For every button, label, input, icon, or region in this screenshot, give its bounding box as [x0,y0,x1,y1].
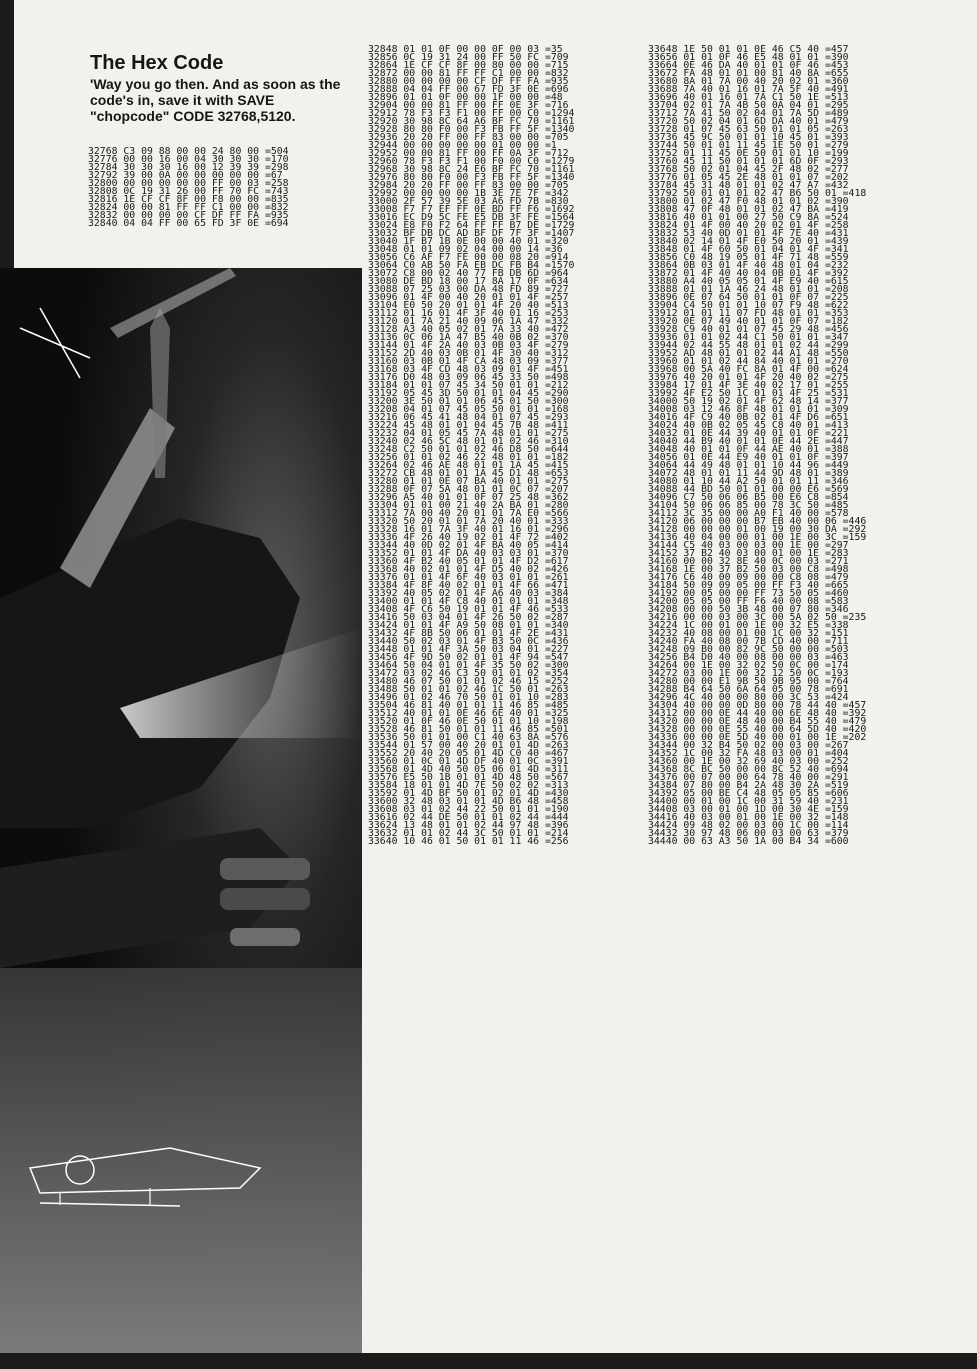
hex-code-line: 34320 00 00 0E 48 40 00 B4 55 40 =479 [648,716,867,727]
hex-code-line: 33656 01 01 0F 46 E5 48 01 01 =390 [648,52,849,63]
hex-code-line: 34376 00 07 00 00 64 78 40 00 =291 [648,772,849,783]
hex-code-line: 33160 03 0B 01 4F CA 48 03 09 =377 [368,356,569,367]
hex-code-line: 34360 00 1E 00 32 69 40 03 00 =252 [648,756,849,767]
hex-code-line: 34136 40 04 00 00 01 00 1E 00 3C =159 [648,532,867,543]
hex-code-line: 33472 03 02 46 C3 50 01 01 02 =354 [368,668,569,679]
hex-code-line: 33832 53 40 0D 01 01 4F 7E 40 =431 [648,228,849,239]
hex-code-line: 33872 01 4F 40 40 04 0B 01 4F =392 [648,268,849,279]
hex-code-line: 33416 50 03 04 01 4F 26 50 02 =287 [368,612,569,623]
hex-code-line: 34184 50 09 09 05 00 FF F3 40 =665 [648,580,849,591]
hex-code-line: 33456 4F 9D 50 02 01 01 4F 94 =547 [368,652,569,663]
hex-listing-column-1 [88,148,289,228]
hex-code-line: 33800 01 02 47 F0 48 01 01 02 =390 [648,196,849,207]
hex-code-line: 34384 07 80 00 B4 2A 48 30 2A =519 [648,780,849,791]
hex-code-line: 33360 4F B2 40 05 01 01 4F D2 =617 [368,556,569,567]
hex-code-line: 32792 39 00 0A 00 00 00 00 00 =67 [88,170,283,181]
hex-code-line: 33680 8A 01 7A 00 40 20 02 01 =360 [648,76,849,87]
hex-code-line: 32768 C3 09 88 00 00 24 80 00 =504 [88,146,289,157]
hex-code-line: 34128 00 00 00 01 00 19 00 30 DA =292 [648,524,867,535]
hex-code-line: 33664 0E 46 DA 40 01 01 0F 46 =453 [648,60,849,71]
hex-code-line: 33928 C9 40 01 01 07 45 29 48 =456 [648,324,849,335]
hex-code-line: 32904 00 00 81 FF 00 FF 0E 3F =716 [368,100,569,111]
hex-code-line: 34072 48 01 01 11 44 9D 48 01 =389 [648,468,849,479]
hex-code-line: 33536 50 01 01 00 C1 40 63 8A =576 [368,732,569,743]
hex-code-line: 33712 7A 41 50 02 04 01 7A 5D =489 [648,108,849,119]
hex-code-line: 34048 40 01 01 0F 44 AE 40 01 =388 [648,444,849,455]
hex-code-line: 33520 01 0F 46 0E 50 01 01 10 =198 [368,716,569,727]
hex-code-line: 34040 44 B9 40 01 01 0E 44 2E =447 [648,436,849,447]
hex-code-line: 33112 01 16 01 4F 3F 40 01 16 =253 [368,308,569,319]
hex-code-line: 33088 07 25 03 00 DA 48 FD 89 =727 [368,284,569,295]
hex-code-line: 32848 01 01 0F 00 00 0F 00 03 =35 [368,44,563,55]
hex-code-line: 33136 0C 06 1A 47 B5 40 0B 02 =370 [368,332,569,343]
hex-code-line: 34224 1C 00 01 00 1E 00 32 E5 =338 [648,620,849,631]
hex-code-line: 33040 1F B7 1B 0E 00 00 40 01 =320 [368,236,569,247]
hex-code-line: 34440 00 63 A3 50 1A 00 B4 34 =600 [648,836,849,847]
hex-code-line: 33608 03 01 02 44 22 50 01 01 =190 [368,804,569,815]
hex-code-line: 34120 06 00 00 00 B7 EB 40 00 06 =446 [648,516,867,527]
hex-code-line: 33048 01 01 09 02 04 00 00 14 =36 [368,244,563,255]
hex-code-line: 32832 00 00 00 00 CF DF FF FA =935 [88,210,289,221]
hex-code-line: 33624 13 48 01 01 02 44 97 48 =396 [368,820,569,831]
hex-code-line: 34400 00 01 00 1C 00 31 59 40 =231 [648,796,849,807]
hex-code-line: 33952 AD 48 01 01 02 44 A1 48 =550 [648,348,849,359]
hex-code-line: 34192 00 05 00 00 FF 73 50 05 =460 [648,588,849,599]
hex-code-line: 33752 01 11 45 0E 50 01 01 10 =199 [648,148,849,159]
hex-code-line: 32856 0C 19 31 24 00 FF 50 FC =709 [368,52,569,63]
hex-code-line: 33480 46 07 50 01 01 02 46 15 =252 [368,676,569,687]
hex-code-line: 33768 50 02 01 04 45 2F 48 02 =277 [648,164,849,175]
hex-code-line: 33144 01 4F 2A 40 03 0B 03 4F =279 [368,340,569,351]
hex-code-line: 34016 4F C9 40 0B 02 01 4F D6 =651 [648,412,849,423]
hex-code-line: 33640 10 46 01 50 01 01 11 46 =256 [368,836,569,847]
hex-code-line: 33808 47 0F 48 01 01 02 47 BA =419 [648,204,849,215]
hex-code-line: 33784 45 31 48 01 01 02 47 A7 =432 [648,180,849,191]
hex-code-line: 33120 01 7A 21 40 09 06 1A 47 =332 [368,316,569,327]
hex-code-line: 33880 A4 40 05 05 01 4F E9 40 =615 [648,276,849,287]
hex-code-line: 34240 FA 40 08 00 7B CD 40 00 =711 [648,636,849,647]
hex-code-line: 33240 02 46 5C 48 01 01 02 46 =310 [368,436,569,447]
hex-code-line: 33216 06 45 41 48 04 01 07 45 =293 [368,412,569,423]
hex-code-line: 34296 4C 40 00 00 80 00 3C 53 =424 [648,692,849,703]
hex-code-line: 32784 30 30 30 16 00 12 39 39 =298 [88,162,289,173]
hex-code-line: 33904 C4 50 01 01 10 07 F9 48 =622 [648,300,849,311]
hex-code-line: 34232 40 08 00 01 00 1C 00 32 =151 [648,628,849,639]
hex-code-line: 33816 40 01 01 00 27 50 C9 8A =524 [648,212,849,223]
article-heading [90,52,350,124]
hex-code-line: 33272 CB 48 01 01 1A 45 D1 48 =653 [368,468,569,479]
hex-code-line: 34032 01 0E 44 39 40 01 01 0F =221 [648,428,849,439]
hex-listing-column-2 [368,46,574,846]
hex-code-line: 32976 80 80 F0 00 F3 FB FF 5F =1340 [368,172,575,183]
hex-code-line: 34352 1C 00 32 FA 48 03 00 01 =404 [648,748,849,759]
hex-code-line: 33264 02 46 AE 48 01 01 1A 45 =415 [368,460,569,471]
hex-code-line: 33848 01 4F 60 50 01 04 01 4F =341 [648,244,849,255]
hex-code-line: 34416 40 03 00 01 00 1E 00 32 =148 [648,812,849,823]
hex-code-line: 34256 B4 D0 40 00 08 00 00 03 =463 [648,652,849,663]
hex-code-line: 32808 0C 19 31 26 00 FF 70 FC =743 [88,186,289,197]
hex-code-line: 34288 B4 64 50 6A 64 05 00 78 =691 [648,684,849,695]
hex-code-line: 33912 01 01 11 07 FD 48 01 01 =353 [648,308,849,319]
hex-code-line: 32968 30 98 8C 24 E6 BF FC 70 =1161 [368,164,575,175]
hex-code-line: 33384 4F 8F 40 02 01 01 4F 66 =471 [368,580,569,591]
hex-code-line: 34368 8C BC 50 00 00 8C 52 40 =694 [648,764,849,775]
hex-code-line: 34056 01 0E 44 E9 40 01 01 0F =397 [648,452,849,463]
hex-code-line: 32872 00 00 81 FF FF C1 00 00 =832 [368,68,569,79]
hex-code-line: 33672 FA 48 01 01 00 81 40 8A =655 [648,68,849,79]
hex-code-line: 33296 A5 40 01 01 0F 07 25 48 =362 [368,492,569,503]
hex-code-line: 33104 E0 50 20 01 01 4F 20 40 =513 [368,300,569,311]
hex-code-line: 33728 01 07 45 63 50 01 01 05 =263 [648,124,849,135]
hex-code-line: 34160 00 00 32 8E 40 0C 00 03 =271 [648,556,849,567]
hex-code-line: 33568 01 4D 40 50 05 06 01 4D =311 [368,764,569,775]
hex-code-line: 33944 02 44 55 48 01 01 02 44 =299 [648,340,849,351]
hex-code-line: 34272 03 00 1E 00 32 12 50 0C =193 [648,668,849,679]
hex-code-line: 33856 C0 48 19 05 01 4F 71 48 =559 [648,252,849,263]
hex-code-line: 34000 50 19 02 01 4F 62 48 14 =377 [648,396,849,407]
hex-code-line: 33544 01 57 00 40 20 01 01 4D =263 [368,740,569,751]
hex-code-line: 33704 02 01 7A 4B 50 0A 04 01 =295 [648,100,849,111]
hex-code-line: 33224 45 48 01 01 04 45 7B 48 =411 [368,420,569,431]
hex-code-line: 34328 00 00 0E 55 40 00 64 5D 40 =420 [648,724,867,735]
hex-code-line: 34176 C6 40 00 09 00 00 C8 08 =479 [648,572,849,583]
article-intro: 'Way you go then. And as soon as the code's in, save it with SAVE "chopcode" CODE 32768,5120. [90,76,341,124]
hex-code-line: 33648 1E 50 01 01 0E 46 C5 40 =457 [648,44,849,55]
hex-code-line: 33408 4F C6 50 19 01 01 4F 46 =533 [368,604,569,615]
hex-code-line: 32824 00 00 81 FF FF C1 00 00 =832 [88,202,289,213]
hex-code-line: 33576 E5 50 1B 01 01 4D 48 50 =567 [368,772,569,783]
hex-code-line: 34008 03 12 46 8F 48 01 01 01 =309 [648,404,849,415]
hex-code-line: 33392 40 05 02 01 4F A6 40 03 =384 [368,588,569,599]
article-title: The Hex Code [90,52,224,74]
hex-code-line: 33824 01 4F 00 40 20 02 01 4F =258 [648,220,849,231]
hex-code-line: 32936 20 20 FF 00 FF 83 00 00 =705 [368,132,569,143]
hex-code-line: 34408 03 00 01 00 1D 00 30 4E =159 [648,804,849,815]
hex-code-line: 33056 C6 AF F7 FE 00 00 08 20 =914 [368,252,569,263]
hex-code-line: 33344 40 0D 02 01 4F BA 40 05 =414 [368,540,569,551]
hex-code-line: 33336 4F 26 40 19 02 01 4F 72 =402 [368,532,569,543]
hex-code-line: 34096 C7 50 06 06 B5 00 E6 C8 =854 [648,492,849,503]
hex-code-line: 33320 50 20 01 01 7A 20 40 01 =333 [368,516,569,527]
hex-code-line: 33232 04 01 05 45 7A 48 01 01 =275 [368,428,569,439]
hex-code-line: 33248 C2 50 01 01 02 46 D8 50 =644 [368,444,569,455]
hex-code-line: 34264 00 1E 00 32 02 50 0C 00 =174 [648,660,849,671]
hex-code-line: 33008 F7 F7 EF FF 0E BD FF F6 =1692 [368,204,575,215]
hex-code-line: 34152 37 B2 40 03 00 01 00 1E =283 [648,548,849,559]
hex-code-line: 33032 BF DB DC AD BF DF 7F 3F =1407 [368,228,575,239]
hex-code-line: 33288 0F 07 5A 48 01 01 0C 07 =207 [368,484,569,495]
hex-code-line: 33152 2D 40 03 0B 01 4F 30 40 =312 [368,348,569,359]
hex-code-line: 33736 45 9C 50 01 01 10 45 01 =393 [648,132,849,143]
hex-code-line: 33376 01 01 4F 6F 40 03 01 01 =261 [368,572,569,583]
hex-code-line: 33328 16 01 7A 3F 40 01 16 01 =296 [368,524,569,535]
hex-code-line: 32816 1E CF CF 8F 00 F8 00 00 =835 [88,194,289,205]
hex-code-line: 33256 01 01 02 46 22 48 01 01 =182 [368,452,569,463]
hex-code-line: 34112 3C 35 00 00 A0 F1 40 00 =578 [648,508,849,519]
hex-code-line: 34080 01 10 44 A2 50 01 01 11 =346 [648,476,849,487]
hex-code-line: 32864 1E CF CF 8F 00 80 00 00 =715 [368,60,569,71]
hex-code-line: 33464 50 04 01 01 4F 35 50 02 =300 [368,660,569,671]
hex-code-line: 33080 DE BD 18 00 17 8A 17 0F =634 [368,276,569,287]
hex-code-line: 33592 01 4D BF 50 01 02 01 4D =430 [368,788,569,799]
hex-code-line: 33896 0E 07 64 50 01 01 0F 07 =225 [648,292,849,303]
helicopter-photo [0,268,362,1369]
hex-code-line: 34200 05 05 00 FF F6 40 00 08 =583 [648,596,849,607]
hex-code-line: 33280 01 01 0E 07 BA 40 01 01 =275 [368,476,569,487]
hex-code-line: 33864 0B 03 01 4F 40 48 01 04 =232 [648,260,849,271]
hex-code-line: 34424 09 48 02 00 03 00 1C 00 =114 [648,820,849,831]
hex-code-line: 32776 00 00 16 00 04 30 30 30 =170 [88,154,289,165]
hex-code-line: 33984 17 01 4F 3E 40 02 17 01 =255 [648,380,849,391]
hex-code-line: 34248 09 B0 00 82 9C 50 00 00 =503 [648,644,849,655]
hex-code-line: 33920 0E 07 49 40 01 01 0F 07 =182 [648,316,849,327]
hex-code-line: 34144 C5 40 03 00 03 00 1E 00 =297 [648,540,849,551]
hex-code-line: 33016 EC D9 5C FE E5 DB 3F FE =1564 [368,212,575,223]
hex-code-line: 34216 00 00 03 00 3C 00 5A 02 50 =235 [648,612,867,623]
hex-code-line: 33792 50 01 01 01 02 47 B6 50 01 =418 [648,188,867,199]
hex-code-line: 32952 00 00 81 FF 00 FF 0A 3F =712 [368,148,569,159]
page-bottom-edge [0,1353,977,1369]
hex-code-line: 34088 44 BD 50 01 01 00 00 E6 =569 [648,484,849,495]
hex-code-line: 33304 01 01 00 21 40 2A BA 01 =280 [368,500,569,511]
hex-code-line: 32920 30 98 8C 64 A6 BF FC 70 =1161 [368,116,575,127]
hex-code-line: 33560 01 0C 01 4D DF 40 01 0C =391 [368,756,569,767]
hex-code-line: 32888 04 04 FF 00 67 FD 3F 0E =696 [368,84,569,95]
hex-code-line: 33400 01 01 4F C8 40 01 01 01 =348 [368,596,569,607]
hex-code-line: 33096 01 4F 00 40 20 01 01 4F =257 [368,292,569,303]
hex-code-line: 33440 50 02 03 01 4F B3 50 0C =436 [368,636,569,647]
hex-code-line: 33168 03 4F CD 48 03 09 01 4F =451 [368,364,569,375]
hex-code-line: 33312 7A 00 40 20 01 01 7A E0 =566 [368,508,569,519]
hex-code-line: 33072 C8 00 02 40 77 FB DB 6D =964 [368,268,569,279]
hex-code-line: 33448 01 01 4F 3A 50 03 04 01 =227 [368,644,569,655]
hex-code-line: 34064 44 49 48 01 01 10 44 96 =449 [648,460,849,471]
hex-code-line: 33992 4F E2 50 1C 01 01 4F 25 =531 [648,388,849,399]
hex-code-line: 34304 40 00 00 0D 80 00 78 44 40 =457 [648,700,867,711]
hex-code-line: 33696 40 01 16 01 7A C1 50 1E =513 [648,92,849,103]
hex-code-line: 33936 01 01 02 44 C1 50 01 01 =347 [648,332,849,343]
hex-code-line: 33616 02 44 DE 50 01 01 02 44 =444 [368,812,569,823]
hex-code-line: 34280 00 00 E1 9B 50 9B 95 00 =764 [648,676,849,687]
hex-code-line: 33064 C0 AB 50 FA EB DC FB B4 =1570 [368,260,575,271]
hex-code-line: 33368 40 02 01 01 4F D5 40 02 =426 [368,564,569,575]
hex-code-line: 33960 01 01 02 44 84 40 01 01 =270 [648,356,849,367]
hex-code-line: 33176 D0 48 03 09 06 45 33 50 =498 [368,372,569,383]
hex-code-line: 34208 00 00 50 3B 48 00 07 80 =346 [648,604,849,615]
hex-code-line: 32880 00 00 00 00 CF DF FF FA =935 [368,76,569,87]
hex-code-line: 33424 01 01 4F A9 50 08 01 01 =340 [368,620,569,631]
hex-code-line: 33192 05 45 3D 50 01 01 04 45 =290 [368,388,569,399]
hex-code-line: 32928 80 80 F0 00 F3 FB FF 5F =1340 [368,124,575,135]
hex-code-line: 34432 30 97 48 06 00 03 00 63 =379 [648,828,849,839]
hex-code-line: 33024 E8 F0 F2 64 FF FF B7 DE =1729 [368,220,575,231]
hex-code-line: 33720 50 02 04 01 6D DA 40 01 =479 [648,116,849,127]
hex-code-line: 33200 3E 50 01 01 06 45 01 50 =300 [368,396,569,407]
hex-code-line: 33888 01 01 1A 46 24 48 01 01 =208 [648,284,849,295]
hex-code-line: 32960 78 F3 F3 F1 00 F0 00 C0 =1279 [368,156,575,167]
hex-code-line: 33632 01 01 02 44 3C 50 01 01 =214 [368,828,569,839]
hex-code-line: 34024 40 0B 02 05 45 C8 40 01 =413 [648,420,849,431]
hex-code-line: 33128 A3 40 05 02 01 7A 33 40 =472 [368,324,569,335]
hex-code-line: 33760 45 11 50 01 01 01 6D 0F =293 [648,156,849,167]
hex-code-line: 33496 01 02 46 70 50 01 01 10 =283 [368,692,569,703]
hex-code-line: 33840 02 14 01 4F E0 50 20 01 =439 [648,236,849,247]
hex-code-line: 32800 00 00 00 00 00 FF 00 03 =258 [88,178,289,189]
hex-code-line: 33744 50 01 01 11 45 1E 50 01 =279 [648,140,849,151]
hex-code-line: 34168 1E 00 37 B2 50 03 00 C8 =498 [648,564,849,575]
hex-code-line: 34344 00 32 B4 50 02 00 03 00 =267 [648,740,849,751]
hex-code-line: 33208 04 01 07 45 05 50 01 01 =168 [368,404,569,415]
hex-code-line: 33504 46 81 40 01 01 11 46 85 =485 [368,700,569,711]
hex-code-line: 33432 4F 8B 50 06 01 01 4F 2E =431 [368,628,569,639]
hex-code-line: 33968 00 5A 40 FC 8A 01 4F 00 =624 [648,364,849,375]
hex-code-line: 33512 40 01 01 0E 46 6E 40 01 =325 [368,708,569,719]
hex-code-line: 33688 7A 40 01 16 01 7A 5F 40 =491 [648,84,849,95]
hex-code-line: 33184 01 01 07 45 34 50 01 01 =212 [368,380,569,391]
hex-code-line: 33776 01 05 45 2E 48 01 01 07 =202 [648,172,849,183]
hex-code-line: 33528 46 81 50 01 01 11 46 85 =501 [368,724,569,735]
hex-code-line: 32944 00 00 00 00 00 01 00 00 =1 [368,140,557,151]
hex-code-line: 33600 32 48 03 01 01 4D B6 48 =458 [368,796,569,807]
hex-code-line: 32840 04 04 FF 00 65 FD 3F 0E =694 [88,218,289,229]
hex-code-line: 33552 20 40 20 05 01 4D C0 40 =467 [368,748,569,759]
hex-code-line: 33000 2F 57 39 5E 03 A6 FD 7B =830 [368,196,569,207]
hex-code-line: 33584 18 01 01 4D 7E 50 02 02 =313 [368,780,569,791]
hex-code-line: 34336 00 00 0E 5D 40 00 01 00 1E =202 [648,732,867,743]
hex-code-line: 32984 20 20 FF 00 FF 83 00 00 =705 [368,180,569,191]
hex-code-line: 32992 00 00 00 00 1B 3E 7E 7F =342 [368,188,569,199]
hex-listing-column-3 [648,46,866,846]
hex-code-line: 34392 05 00 BE C4 48 05 05 85 =606 [648,788,849,799]
hex-code-line: 33488 50 01 01 02 46 1C 50 01 =263 [368,684,569,695]
hex-code-line: 34312 00 00 0E 44 40 00 6E 48 40 =392 [648,708,867,719]
hex-code-line: 33352 01 01 4F DA 40 03 03 01 =370 [368,548,569,559]
hex-code-line: 33976 40 20 01 01 4F 20 40 02 =275 [648,372,849,383]
hex-code-line: 32912 78 F3 F3 F1 00 FF 00 C0 =1294 [368,108,575,119]
hex-code-line: 34104 50 06 06 85 00 78 3C 50 =485 [648,500,849,511]
hex-code-line: 32896 01 01 0F 00 00 1F 00 00 =48 [368,92,563,103]
